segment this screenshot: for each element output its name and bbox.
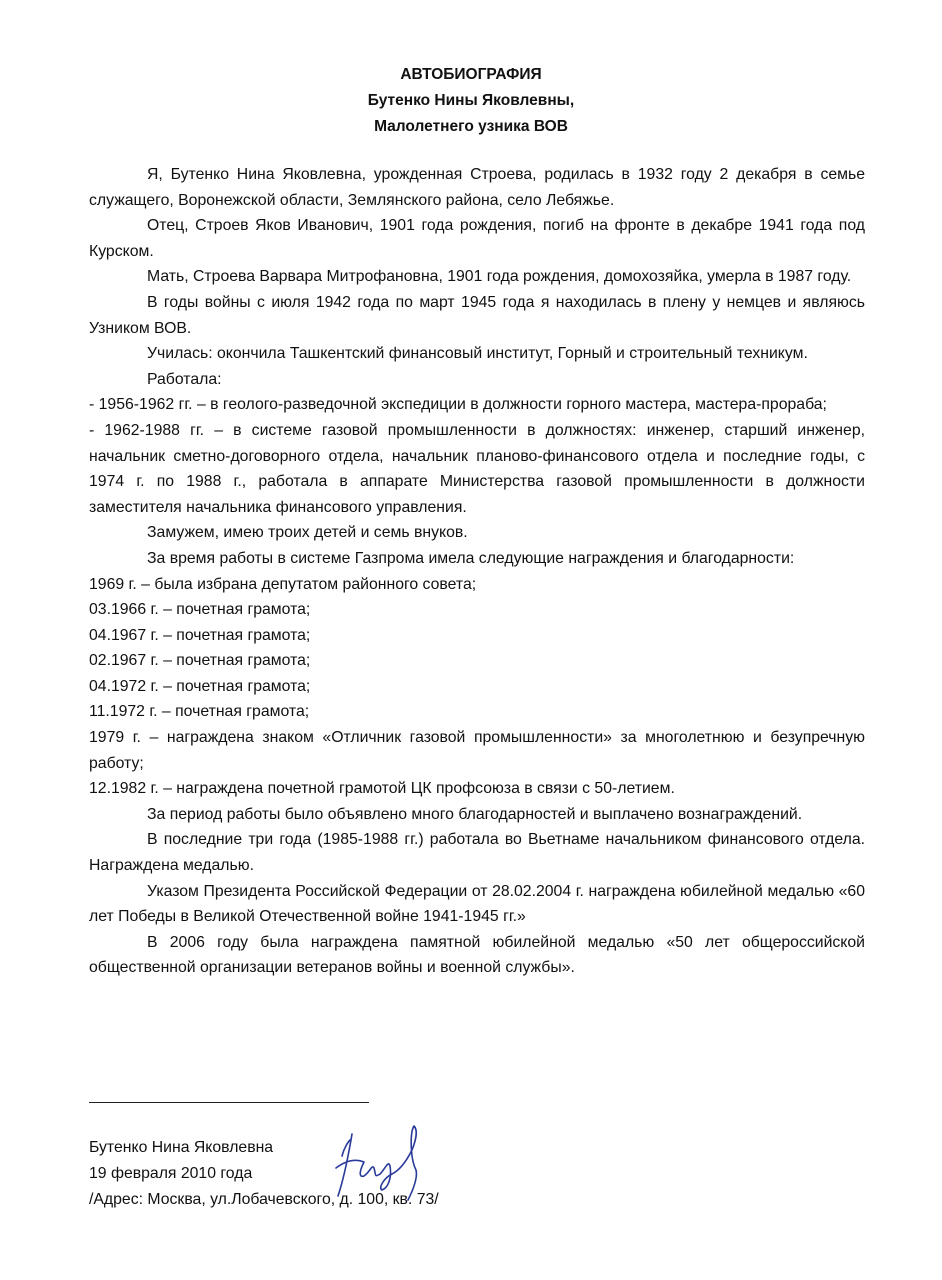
award-item: 04.1967 г. – почетная грамота; — [89, 626, 311, 644]
paragraph-birth: Я, Бутенко Нина Яковлевна, урожденная Строева, родилась в 1932 году 2 декабря в семье служащего, Воронежской области, Землянского района, село Лебяжье. — [89, 166, 865, 209]
signature-date: 19 февраля 2010 года — [89, 1165, 253, 1182]
paragraph-family: Замужем, имею троих детей и семь внуков. — [147, 524, 468, 542]
work-item-1956: - 1956-1962 гг. – в геолого-разведочной экспедиции в должности горного мастера, мастера-прораба; — [89, 396, 827, 414]
signer-name: Бутенко Нина Яковлевна — [89, 1139, 274, 1156]
paragraph-education: Училась: окончила Ташкентский финансовый институт, Горный и строительный техникум. — [147, 345, 808, 363]
award-item: 04.1972 г. – почетная грамота; — [89, 677, 311, 695]
document-subtitle-status: Малолетнего узника ВОВ — [374, 118, 568, 135]
award-item: 02.1967 г. – почетная грамота; — [89, 652, 311, 670]
paragraph-veterans-medal: В 2006 году была награждена памятной юбилейной медалью «50 лет общероссийской общественной организации ветеранов войны и военной службы». — [89, 933, 865, 977]
paragraph-father: Отец, Строев Яков Иванович, 1901 года рождения, погиб на фронте в декабре 1941 года под Курском. — [89, 217, 865, 260]
paragraph-war: В годы войны с июля 1942 года по март 1945 года я находилась в плену у немцев и являюсь Узником ВОВ. — [89, 293, 865, 337]
award-item: 03.1966 г. – почетная грамота; — [89, 601, 311, 619]
paragraph-work-heading: Работала: — [147, 370, 222, 388]
paragraph-presidential-medal: Указом Президента Российской Федерации от 28.02.2004 г. награждена юбилейной медалью «60 лет Победы в Великой Отечественной войне 1941-1945 гг.» — [89, 882, 865, 926]
paragraph-gratitudes: За период работы было объявлено много благодарностей и выплачено вознаграждений. — [147, 805, 803, 823]
handwritten-signature-icon — [330, 1118, 430, 1208]
work-item-1962: - 1962-1988 гг. – в системе газовой промышленности в должностях: инженер, старший инженер, начальник сметно-договорного отдела, начальник планово-финансового отдела и последние годы, с 1974 г. по 1988 г., работала в аппарате Министерства газовой промышленности в должности заместителя начальника финансового управления. — [89, 421, 865, 516]
award-item: 12.1982 г. – награждена почетной грамотой ЦК профсоюза в связи с 50-летием. — [89, 780, 675, 798]
award-item: 1969 г. – была избрана депутатом районного совета; — [89, 575, 477, 593]
document-subtitle-name: Бутенко Нины Яковлевны, — [367, 92, 575, 109]
signature-divider — [89, 1102, 369, 1103]
document-header — [0, 62, 942, 140]
award-item: 11.1972 г. – почетная грамота; — [89, 703, 310, 721]
paragraph-awards-heading: За время работы в системе Газпрома имела следующие награждения и благодарности: — [147, 549, 795, 567]
award-item: 1979 г. – награждена знаком «Отличник газовой промышленности» за многолетнюю и безупречную работу; — [89, 729, 865, 772]
document-body — [89, 162, 865, 981]
paragraph-vietnam: В последние три года (1985-1988 гг.) работала во Вьетнаме начальником финансового отдела. Награждена медалью. — [89, 831, 865, 875]
paragraph-mother: Мать, Строева Варвара Митрофановна, 1901 года рождения, домохозяйка, умерла в 1987 году. — [147, 268, 852, 286]
document-title: АВТОБИОГРАФИЯ — [400, 66, 542, 83]
signer-address: /Адрес: Москва, ул.Лобачевского, д. 100, кв. 73/ — [89, 1191, 439, 1208]
